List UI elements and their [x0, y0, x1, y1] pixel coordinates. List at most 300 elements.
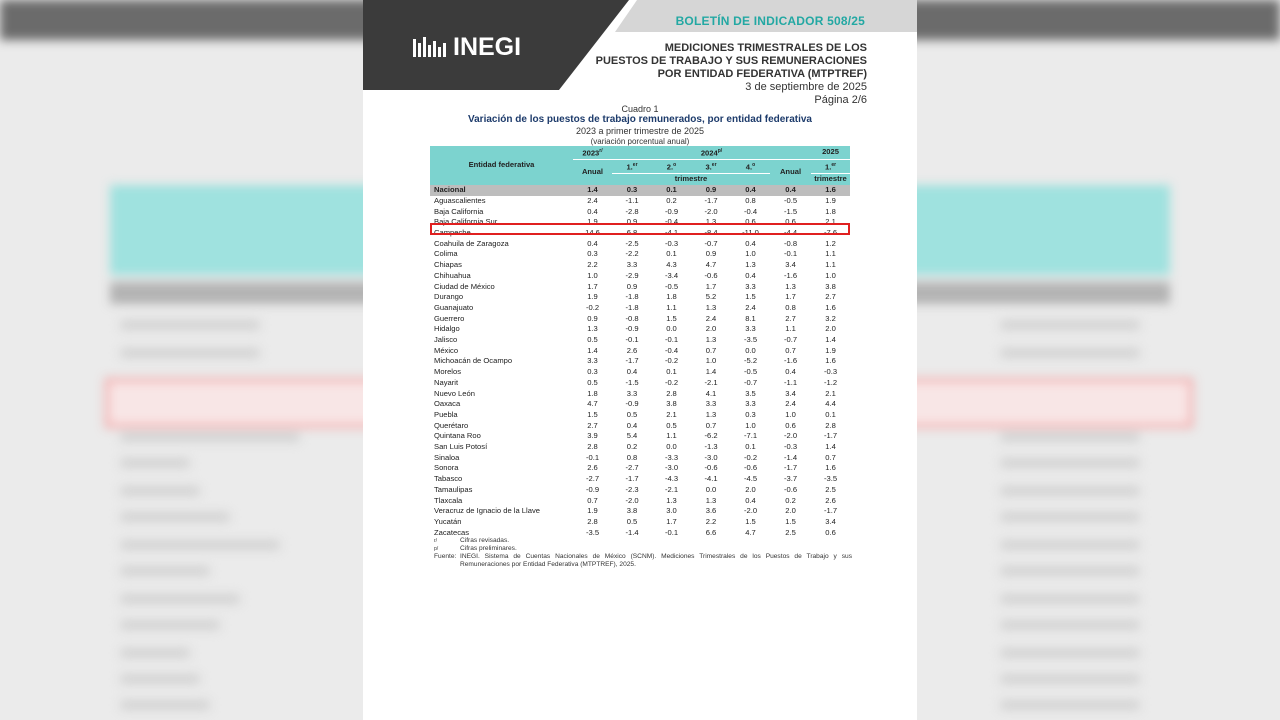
table-cell: 1.9: [587, 506, 598, 516]
table-cell: -3.3: [664, 452, 679, 462]
header-q3: 3.$^{er}$: [691, 160, 731, 174]
table-cell: 2.7: [587, 420, 598, 430]
table-cell: 1.1: [825, 260, 836, 270]
table-cell: 1.6: [825, 463, 836, 473]
table-cell: 1.9: [587, 292, 598, 302]
table-cell: 2.4: [705, 313, 717, 323]
entidad-name: Jalisco: [434, 335, 458, 345]
table-row: [430, 453, 850, 464]
entidad-name: Nacional: [430, 185, 573, 196]
table-cell: 1.0: [785, 409, 796, 419]
table-row: [430, 260, 850, 271]
entidad-name: Veracruz de Ignacio de la Llave: [434, 506, 540, 516]
table-cell: -1.7: [823, 506, 838, 516]
header-q2: 2.$^o$: [652, 160, 691, 174]
table-cell: 2.4: [587, 195, 598, 205]
table-cell: -1.8: [625, 292, 639, 302]
table-cell: -1.1: [783, 377, 798, 387]
table-cell: -2.1: [664, 484, 679, 494]
table-unit-note: (variación porcentual anual): [590, 137, 690, 146]
entidad-name: Ciudad de México: [434, 281, 495, 291]
table-cell: -0.5: [743, 367, 758, 377]
entidad-name: México: [434, 345, 459, 355]
table-cell: -0.4: [743, 206, 758, 216]
table-row: [430, 271, 850, 282]
table-cell: 1.3: [705, 302, 717, 312]
table-cell: 14.6: [585, 227, 600, 237]
table-cell: -0.6: [743, 463, 758, 473]
note-revisadas: Cifras revisadas.: [460, 537, 510, 544]
table-cell: 0.5: [587, 377, 598, 387]
entidad-name: Nayarit: [434, 377, 459, 387]
header-entidad: Entidad federativa: [430, 146, 573, 185]
table-cell: -0.1: [664, 335, 679, 345]
table-cell: -4.1: [704, 474, 718, 484]
entidad-name: Sonora: [434, 463, 459, 473]
table-cell: -0.8: [783, 238, 798, 248]
table-cell: -0.5: [664, 281, 679, 291]
table-cell: 2.1: [666, 409, 677, 419]
table-cell: -3.5: [743, 335, 758, 345]
table-cell: -0.1: [783, 249, 798, 259]
table-cell: 0.5: [626, 409, 638, 419]
table-row: [430, 356, 850, 367]
table-cell: 3.3: [626, 388, 638, 398]
table-row: [430, 196, 850, 207]
table-cell: 2.7: [785, 313, 796, 323]
table-cell: 0.4: [745, 238, 756, 248]
entidad-name: Guerrero: [434, 313, 465, 323]
table-cell: 0.4: [745, 495, 756, 505]
table-cell: 1.7: [785, 292, 796, 302]
table-row: [430, 389, 850, 400]
table-cell: 1.5: [745, 516, 756, 526]
table-cell: 6.8: [626, 227, 638, 237]
table-cell: 0.0: [705, 484, 717, 494]
table-cell: 1.0: [745, 249, 756, 259]
table-cell: 1.6: [825, 302, 836, 312]
table-cell: -1.3: [704, 442, 718, 452]
table-cell: 0.2: [785, 495, 796, 505]
table-cell: 3.3: [745, 399, 756, 409]
table-cell: 0.5: [666, 420, 677, 430]
table-cell: -5.2: [743, 356, 758, 366]
table-cell: -1.8: [625, 302, 639, 312]
table-cell: 1.4: [573, 185, 612, 196]
table-cell: -3.4: [664, 270, 679, 280]
table-cell: -4.4: [783, 227, 798, 237]
table-cell: 1.3: [705, 217, 717, 227]
table-cell: 8.1: [745, 313, 756, 323]
table-cell: -3.5: [585, 527, 600, 537]
table-cell: 1.4: [825, 442, 836, 452]
table-cell: 0.8: [785, 302, 796, 312]
entidad-name: Tamaulipas: [434, 484, 473, 494]
table-cell: -0.2: [664, 377, 679, 387]
table-row: [430, 399, 850, 410]
table-cell: 0.0: [745, 345, 756, 355]
table-cell: -1.6: [783, 270, 798, 280]
table-cell: 0.9: [626, 217, 638, 227]
table-row: [430, 367, 850, 378]
table-cell: 3.4: [785, 260, 796, 270]
table-row: [430, 303, 850, 314]
entidad-name: Nuevo León: [434, 388, 475, 398]
table-cell: -3.5: [823, 474, 838, 484]
table-cell: 2.8: [666, 388, 677, 398]
table-cell: 3.3: [626, 260, 638, 270]
table-row: [430, 496, 850, 507]
table-cell: 4.7: [745, 527, 756, 537]
table-cell: 1.9: [587, 217, 598, 227]
table-cell: 1.9: [825, 345, 836, 355]
table-row: [430, 485, 850, 496]
table-cell: 0.3: [587, 249, 598, 259]
table-cell: -3.7: [783, 474, 798, 484]
logo-text: INEGI: [453, 33, 522, 61]
table-cell: 0.7: [705, 420, 717, 430]
title-line: PUESTOS DE TRABAJO Y SUS REMUNERACIONES: [595, 55, 867, 67]
entidad-name: San Luis Potosí: [434, 442, 488, 452]
table-cell: 1.3: [705, 495, 717, 505]
header-2023: $2023^{r/}$: [573, 146, 612, 160]
table-cell: -0.7: [743, 377, 758, 387]
table-cell: -2.7: [585, 474, 600, 484]
header-anual-2023: Anual: [573, 160, 612, 185]
table-row: [430, 517, 850, 528]
table-cell: -0.4: [664, 217, 679, 227]
entidad-name: Aguascalientes: [434, 195, 486, 205]
table-cell: 4.4: [825, 399, 836, 409]
table-cell: 1.8: [825, 206, 836, 216]
table-cell: 1.7: [587, 281, 598, 291]
table-cell: -0.7: [704, 238, 718, 248]
table-cell: 1.7: [705, 281, 717, 291]
table-cell: 3.8: [825, 281, 836, 291]
table-cell: 3.0: [666, 506, 677, 516]
note-preliminares: Cifras preliminares.: [460, 545, 517, 552]
table-cell: -0.7: [783, 335, 798, 345]
table-cell: -6.2: [704, 431, 718, 441]
table-cell: -2.0: [783, 431, 798, 441]
table-cell: 2.6: [626, 345, 638, 355]
table-cell: 4.3: [666, 260, 677, 270]
header-trimestre-2025: trimestre: [811, 174, 850, 185]
table-cell: -0.6: [704, 270, 718, 280]
table-cell: -2.0: [743, 506, 758, 516]
table-row: [430, 442, 850, 453]
entidad-name: Tabasco: [434, 474, 463, 484]
table-cell: 1.3: [705, 409, 717, 419]
table-cell: 3.6: [705, 506, 717, 516]
table-cell: 0.7: [705, 345, 717, 355]
table-cell: 0.4: [745, 270, 756, 280]
table-cell: 3.4: [825, 516, 836, 526]
table-cell: 2.0: [705, 324, 717, 334]
table-row: [430, 335, 850, 346]
table-cell: -1.5: [625, 377, 639, 387]
table-cell: 1.5: [745, 292, 756, 302]
table-cell: 2.5: [825, 484, 836, 494]
table-cell: 0.8: [626, 452, 638, 462]
entidad-name: Morelos: [434, 367, 462, 377]
table-cell: 1.0: [745, 420, 756, 430]
table-cell: 0.7: [825, 452, 836, 462]
table-cell: 3.3: [745, 281, 756, 291]
table-cell: -4.3: [664, 474, 679, 484]
table-cell: -8.4: [704, 227, 718, 237]
table-cell: 1.2: [825, 238, 836, 248]
table-cell: 2.8: [825, 420, 836, 430]
table-cell: 2.0: [825, 324, 836, 334]
table-cell: 2.6: [587, 463, 598, 473]
table-cell: 3.3: [705, 399, 717, 409]
table-row: [430, 292, 850, 303]
table-cell: 0.4: [770, 185, 811, 196]
fuente-label: Fuente:: [434, 553, 457, 560]
table-cell: 0.9: [587, 313, 598, 323]
table-row: [430, 410, 850, 421]
table-cell: 2.2: [587, 260, 598, 270]
entidad-name: Querétaro: [434, 420, 469, 430]
table-cell: -1.7: [783, 463, 798, 473]
entidad-name: Durango: [434, 292, 464, 302]
table-cell: -0.9: [625, 324, 639, 334]
table-cell: 0.6: [785, 420, 796, 430]
table-cell: 1.3: [745, 260, 756, 270]
header-q4: 4.$^o$: [731, 160, 770, 174]
table-cell: -7.1: [743, 431, 758, 441]
table-row: [430, 463, 850, 474]
entidad-name: Guanajuato: [434, 302, 474, 312]
entidad-name: Tlaxcala: [434, 495, 463, 505]
table-cell: 0.5: [626, 516, 638, 526]
table-row: [430, 421, 850, 432]
table-row: [430, 474, 850, 485]
table-cell: -11.0: [742, 227, 759, 237]
table-cell: -0.1: [585, 452, 600, 462]
table-cell: 0.1: [666, 249, 677, 259]
table-cell: 3.3: [587, 356, 598, 366]
table-cell: 1.5: [785, 516, 796, 526]
table-cell: 1.6: [825, 356, 836, 366]
table-cell: -0.6: [704, 463, 718, 473]
table-cell: -0.2: [585, 302, 600, 312]
table-cell: 0.4: [587, 238, 598, 248]
table-cell: -4.5: [743, 474, 758, 484]
table-cell: -0.3: [823, 367, 838, 377]
header-q1-2025: 1.$^{er}$: [811, 160, 850, 174]
table-cell: 0.4: [785, 367, 796, 377]
table-cell: -0.3: [783, 442, 798, 452]
inegi-logo: [413, 33, 521, 62]
table-cell: 5.4: [626, 431, 638, 441]
table-cell: 2.5: [785, 527, 796, 537]
entidad-name: Baja California: [434, 206, 484, 216]
table-cell: 1.5: [587, 409, 598, 419]
table-cell: -1.7: [823, 431, 838, 441]
table-cell: -1.6: [783, 356, 798, 366]
table-cell: 1.9: [825, 195, 836, 205]
table-cell: 0.7: [587, 495, 598, 505]
table-cell: -2.8: [625, 206, 639, 216]
entidad-name: Puebla: [434, 409, 458, 419]
note-symbol: p/: [434, 546, 439, 552]
table-cell: -0.6: [783, 484, 798, 494]
table-cell: 1.1: [785, 324, 796, 334]
header-q1: 1.$^{er}$: [612, 160, 652, 174]
table-cell: 4.7: [705, 260, 717, 270]
table-cell: -0.8: [625, 313, 639, 323]
table-cell: 1.0: [825, 270, 836, 280]
table-cell: -0.2: [664, 356, 679, 366]
table-row: [430, 207, 850, 218]
table-row: [430, 506, 850, 517]
fuente-text: INEGI. Sistema de Cuentas Nacionales de México (SCNM). Mediciones Trimestrales de los Puestos de Trabajo y sus Remuneraciones por Entidad Federativa (MTPTREF), 2025.: [460, 553, 852, 568]
table-cell: 3.8: [626, 506, 638, 516]
data-table: [430, 146, 850, 538]
table-cell: 0.5: [587, 335, 598, 345]
table-cell: -1.7: [625, 474, 639, 484]
table-cell: -1.4: [783, 452, 798, 462]
table-cell: 0.2: [626, 442, 638, 452]
table-cell: -1.7: [704, 195, 718, 205]
table-cell: 0.0: [666, 442, 677, 452]
entidad-name: Coahuila de Zaragoza: [434, 238, 509, 248]
header-2025: 2025: [811, 146, 850, 160]
table-cell: 1.7: [666, 516, 677, 526]
table-row: [430, 314, 850, 325]
table-cell: 5.2: [705, 292, 717, 302]
table-cell: 2.1: [825, 388, 836, 398]
table-cell: 0.3: [612, 185, 652, 196]
header-trimestre-2024: trimestre: [612, 174, 770, 185]
cuadro-label: Cuadro 1: [621, 104, 659, 114]
table-cell: 2.4: [745, 302, 756, 312]
table-row: [430, 431, 850, 442]
document-page: [363, 0, 917, 720]
table-cell: 1.4: [705, 367, 717, 377]
table-cell: 0.9: [626, 281, 638, 291]
table-subtitle: 2023 a primer trimestre de 2025: [575, 126, 705, 136]
entidad-name: Colima: [434, 249, 458, 259]
table-cell: 6.6: [705, 527, 717, 537]
entidad-name: Michoacán de Ocampo: [434, 356, 513, 366]
table-cell: 3.4: [785, 388, 796, 398]
table-cell: 0.9: [705, 249, 717, 259]
table-cell: 1.1: [666, 302, 677, 312]
entidad-name: Quintana Roo: [434, 431, 481, 441]
table-cell: 0.4: [626, 367, 638, 377]
entidad-name: Oaxaca: [434, 399, 461, 409]
table-cell: 0.1: [745, 442, 756, 452]
table-cell: 1.3: [705, 335, 717, 345]
table-cell: 0.1: [666, 367, 677, 377]
table-cell: -1.4: [625, 527, 639, 537]
table-cell: -2.9: [625, 270, 639, 280]
table-cell: 4.1: [705, 388, 717, 398]
table-cell: 1.3: [587, 324, 598, 334]
table-cell: -7.6: [823, 227, 838, 237]
table-cell: 0.8: [745, 195, 756, 205]
entidad-name: Hidalgo: [434, 324, 460, 334]
table-cell: 3.2: [825, 313, 836, 323]
entidad-name: Yucatán: [434, 516, 462, 526]
title-line: MEDICIONES TRIMESTRALES DE LOS: [664, 42, 867, 54]
table-cell: -1.5: [783, 206, 798, 216]
table-cell: -1.2: [823, 377, 838, 387]
title-line: POR ENTIDAD FEDERATIVA (MTPTREF): [657, 68, 867, 80]
table-cell: 1.8: [587, 388, 598, 398]
table-cell: 0.4: [626, 420, 638, 430]
table-cell: -0.2: [743, 452, 758, 462]
table-cell: 1.1: [825, 249, 836, 259]
campeche-highlight-box: [430, 223, 850, 235]
table-cell: 0.4: [731, 185, 770, 196]
table-cell: -3.0: [704, 452, 718, 462]
table-cell: -0.9: [664, 206, 679, 216]
table-cell: -0.9: [625, 399, 639, 409]
table-cell: 2.2: [705, 516, 717, 526]
table-cell: 2.6: [825, 495, 836, 505]
boletin-label: BOLETÍN DE INDICADOR 508/25: [675, 14, 865, 28]
header-2024: $2024^{p/}$: [612, 146, 811, 160]
table-row: [430, 239, 850, 250]
entidad-name: Zacatecas: [434, 527, 470, 537]
table-cell: 1.0: [587, 270, 598, 280]
table-cell: -2.3: [625, 484, 639, 494]
table-cell: 0.3: [587, 367, 598, 377]
table-cell: -1.1: [625, 195, 639, 205]
table-cell: -1.7: [625, 356, 639, 366]
inegi-logo-icon: [413, 37, 449, 59]
entidad-name: Sinaloa: [434, 452, 460, 462]
table-cell: 1.5: [666, 313, 677, 323]
document-title: [567, 42, 867, 81]
header-anual-2024: Anual: [770, 160, 811, 185]
table-cell: 3.8: [666, 399, 677, 409]
table-cell: 0.2: [666, 195, 677, 205]
entidad-name: Chiapas: [434, 260, 462, 270]
table-cell: -3.0: [664, 463, 679, 473]
table-row: [430, 324, 850, 335]
table-cell: 0.6: [825, 527, 836, 537]
table-cell: 1.8: [666, 292, 677, 302]
table-cell: 1.1: [666, 431, 677, 441]
table-cell: 2.0: [745, 484, 756, 494]
table-cell: 3.9: [587, 431, 598, 441]
table-cell: 3.5: [745, 388, 756, 398]
table-cell: -2.1: [704, 377, 718, 387]
table-notes: [434, 537, 852, 569]
table-cell: 0.6: [785, 217, 796, 227]
table-row: [430, 378, 850, 389]
entidad-name: Chihuahua: [434, 270, 471, 280]
table-cell: 0.1: [652, 185, 691, 196]
table-cell: -0.1: [664, 527, 679, 537]
table-row: [430, 282, 850, 293]
table-cell: 2.1: [825, 217, 836, 227]
table-cell: -0.9: [585, 484, 600, 494]
table-cell: 0.6: [745, 217, 756, 227]
entidad-name: Campeche: [434, 227, 471, 237]
table-cell: 3.3: [745, 324, 756, 334]
table-cell: 1.4: [825, 335, 836, 345]
table-cell: -0.5: [783, 195, 798, 205]
table-row-nacional: [430, 185, 850, 196]
table-cell: 0.3: [745, 409, 756, 419]
table-cell: -2.5: [625, 238, 639, 248]
